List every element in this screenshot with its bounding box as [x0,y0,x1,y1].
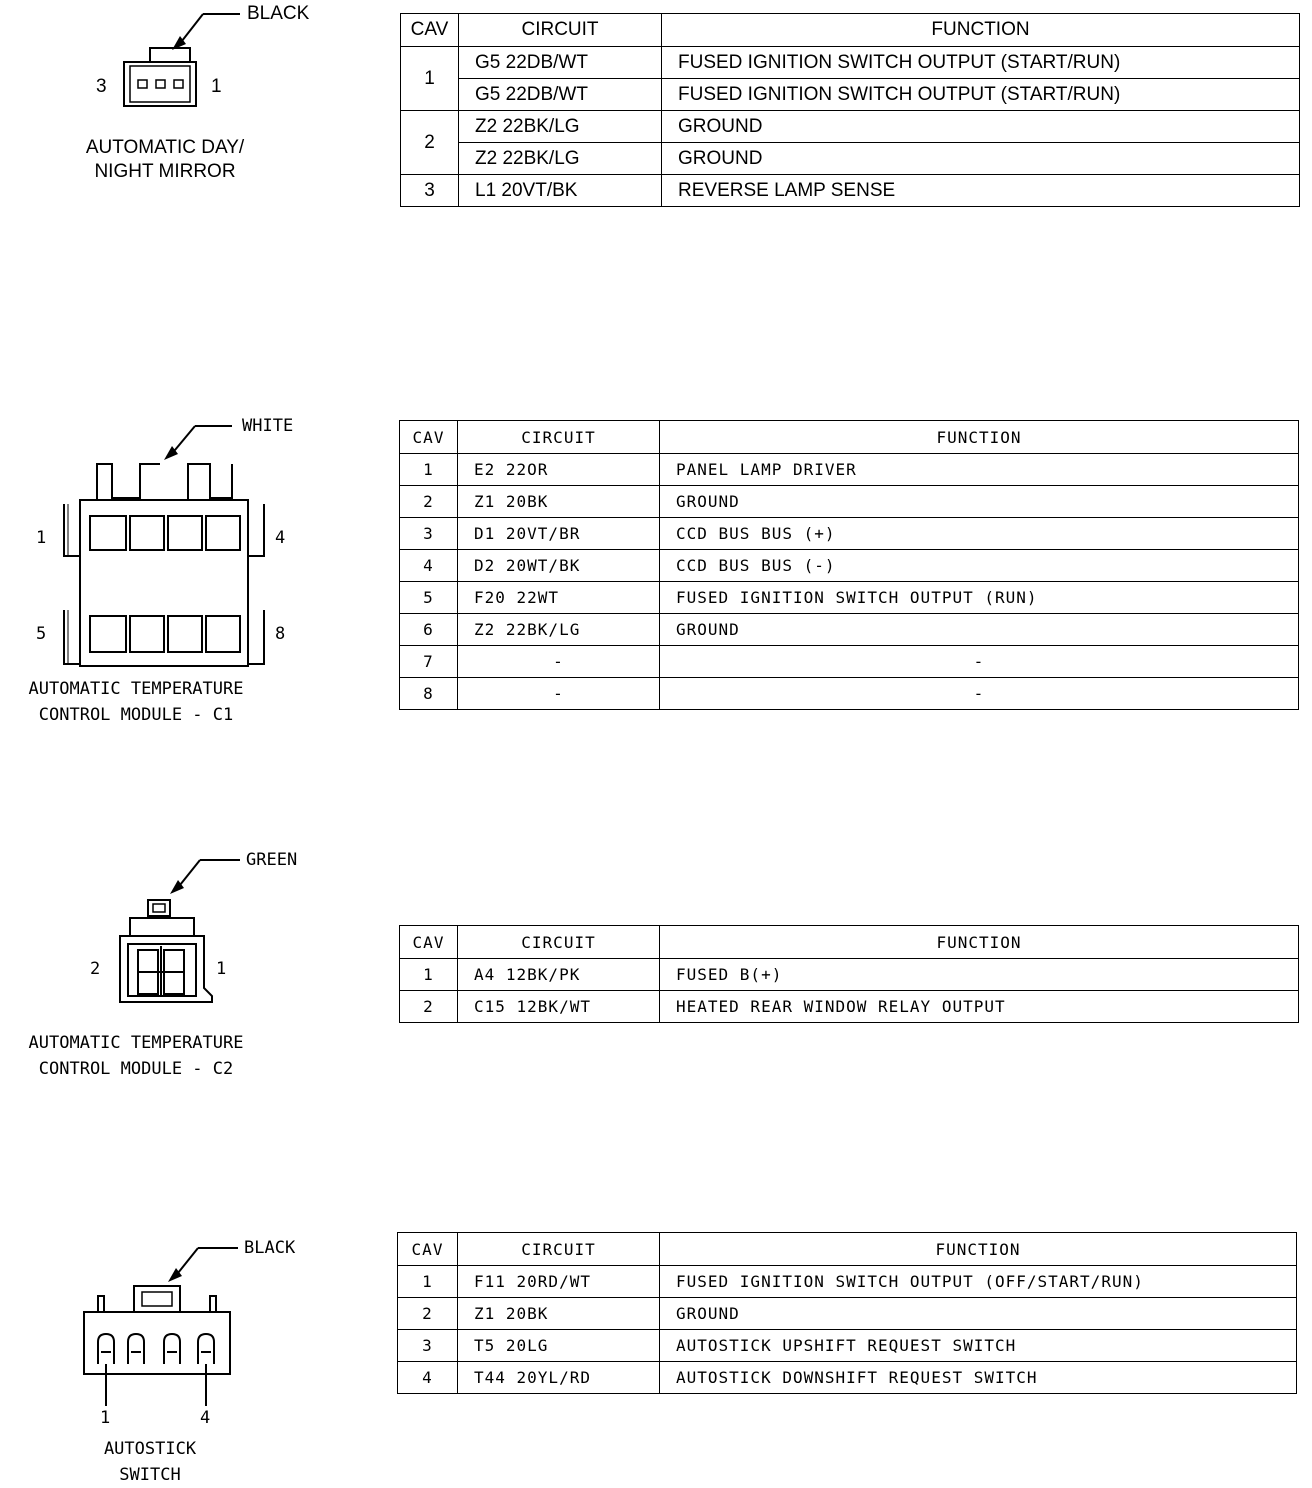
table-row [401,111,1300,143]
cell-function: FUSED IGNITION SWITCH OUTPUT (OFF/START/RUN) [660,1266,1297,1298]
cell-circuit: - [458,646,660,678]
cell-function: FUSED IGNITION SWITCH OUTPUT (START/RUN) [662,47,1300,79]
cell-cav: 6 [400,614,458,646]
table-header-row [401,14,1300,47]
table-row [400,550,1299,582]
cell-cav: 3 [398,1330,458,1362]
cell-cav: 2 [401,111,459,175]
cell-cav: 2 [400,486,458,518]
cell-function: GROUND [662,111,1300,143]
table-row [401,47,1300,79]
cell-circuit: G5 22DB/WT [459,47,662,79]
connector-color-label: BLACK [247,3,310,24]
c1-connector-drawing [0,410,340,690]
connector-atc-module-c1 [0,410,1312,730]
table-row [400,646,1299,678]
cell-circuit: F20 22WT [458,582,660,614]
pin-number-right: 1 [216,959,227,979]
pinout-table [399,925,1299,1023]
cell-circuit: D2 20WT/BK [458,550,660,582]
cell-circuit: D1 20VT/BR [458,518,660,550]
connector-autostick-switch [0,1236,1312,1486]
cell-cav: 5 [400,582,458,614]
cell-cav: 1 [401,47,459,111]
connector-diagram-mirror [0,0,340,200]
cell-function: - [660,646,1299,678]
caption-line: CONTROL MODULE - C1 [38,705,234,725]
pin-number-right: 1 [211,76,222,97]
cell-circuit: E2 22OR [458,454,660,486]
pinout-table [400,13,1300,207]
header-cav: CAV [400,421,458,454]
pinout-table [399,420,1299,710]
pin-number-left: 2 [90,959,101,979]
cell-function: PANEL LAMP DRIVER [660,454,1299,486]
cell-function: FUSED B(+) [660,959,1299,991]
cell-circuit: Z1 20BK [458,486,660,518]
header-function: FUNCTION [660,926,1299,959]
table-header-row [400,926,1299,959]
cell-function: CCD BUS BUS (-) [660,550,1299,582]
header-function: FUNCTION [660,421,1299,454]
pin-number-bottom-right: 8 [275,624,286,644]
cell-function: GROUND [660,614,1299,646]
cell-cav: 1 [398,1266,458,1298]
table-row [401,175,1300,207]
cell-function: AUTOSTICK DOWNSHIFT REQUEST SWITCH [660,1362,1297,1394]
cell-cav: 4 [398,1362,458,1394]
table-row [401,79,1300,111]
cell-cav: 3 [401,175,459,207]
caption-line: AUTOSTICK [103,1439,197,1459]
connector-caption [0,1030,272,1082]
table-row [398,1330,1297,1362]
cell-function: HEATED REAR WINDOW RELAY OUTPUT [660,991,1299,1023]
table-row [400,991,1299,1023]
pin-number-right: 4 [200,1408,211,1428]
connector-day-night-mirror [0,0,1312,220]
table-row [398,1266,1297,1298]
connector-color-label: BLACK [244,1238,296,1258]
cell-cav: 4 [400,550,458,582]
pinout-table [397,1232,1297,1394]
table-row [400,959,1299,991]
pin-number-bottom-left: 5 [36,624,47,644]
table-row [400,614,1299,646]
cell-function: CCD BUS BUS (+) [660,518,1299,550]
cell-function: FUSED IGNITION SWITCH OUTPUT (RUN) [660,582,1299,614]
table-header-row [398,1233,1297,1266]
cell-circuit: Z2 22BK/LG [459,143,662,175]
header-circuit: CIRCUIT [459,14,662,47]
table-row [400,486,1299,518]
caption-line: AUTOMATIC DAY/ [85,137,245,158]
cell-cav: 3 [400,518,458,550]
cell-circuit: Z1 20BK [458,1298,660,1330]
header-function: FUNCTION [662,14,1300,47]
pin-number-top-left: 1 [36,528,47,548]
header-circuit: CIRCUIT [458,1233,660,1266]
cell-cav: 7 [400,646,458,678]
caption-line: AUTOMATIC TEMPERATURE [28,679,244,699]
cell-circuit: G5 22DB/WT [459,79,662,111]
connector-caption [0,676,272,728]
table-row [398,1298,1297,1330]
connector-diagram-autostick [0,1236,340,1486]
cell-circuit: Z2 22BK/LG [458,614,660,646]
table-row [400,678,1299,710]
cell-circuit: L1 20VT/BK [459,175,662,207]
cell-circuit: T5 20LG [458,1330,660,1362]
cell-cav: 1 [400,454,458,486]
header-circuit: CIRCUIT [458,421,660,454]
cell-function: GROUND [662,143,1300,175]
table-row [400,454,1299,486]
connector-caption [50,1436,250,1488]
cell-circuit: Z2 22BK/LG [459,111,662,143]
table-row [400,518,1299,550]
table-row [400,582,1299,614]
cell-circuit: A4 12BK/PK [458,959,660,991]
cell-circuit: - [458,678,660,710]
connector-color-label: GREEN [246,850,298,870]
caption-line: SWITCH [119,1465,181,1485]
connector-caption [40,136,290,184]
header-circuit: CIRCUIT [458,926,660,959]
cell-function: GROUND [660,1298,1297,1330]
header-cav: CAV [398,1233,458,1266]
connector-diagram-c2 [0,848,340,1079]
cell-circuit: T44 20YL/RD [458,1362,660,1394]
pin-number-top-right: 4 [275,528,286,548]
pin-number-left: 3 [96,76,107,97]
caption-line: NIGHT MIRROR [94,161,236,182]
header-cav: CAV [400,926,458,959]
table-row [398,1362,1297,1394]
connector-diagram-c1 [0,410,340,725]
pin-number-left: 1 [100,1408,111,1428]
cell-function: - [660,678,1299,710]
connector-color-label: WHITE [242,416,294,436]
caption-line: CONTROL MODULE - C2 [38,1059,234,1079]
cell-circuit: C15 12BK/WT [458,991,660,1023]
cell-function: REVERSE LAMP SENSE [662,175,1300,207]
table-header-row [400,421,1299,454]
cell-function: FUSED IGNITION SWITCH OUTPUT (START/RUN) [662,79,1300,111]
table-row [401,143,1300,175]
cell-cav: 8 [400,678,458,710]
c2-connector-drawing [0,848,340,1048]
cell-cav: 1 [400,959,458,991]
cell-function: GROUND [660,486,1299,518]
cell-cav: 2 [398,1298,458,1330]
header-cav: CAV [401,14,459,47]
connector-atc-module-c2 [0,848,1312,1088]
cell-cav: 2 [400,991,458,1023]
header-function: FUNCTION [660,1233,1297,1266]
cell-circuit: F11 20RD/WT [458,1266,660,1298]
caption-line: AUTOMATIC TEMPERATURE [28,1033,244,1053]
cell-function: AUTOSTICK UPSHIFT REQUEST SWITCH [660,1330,1297,1362]
